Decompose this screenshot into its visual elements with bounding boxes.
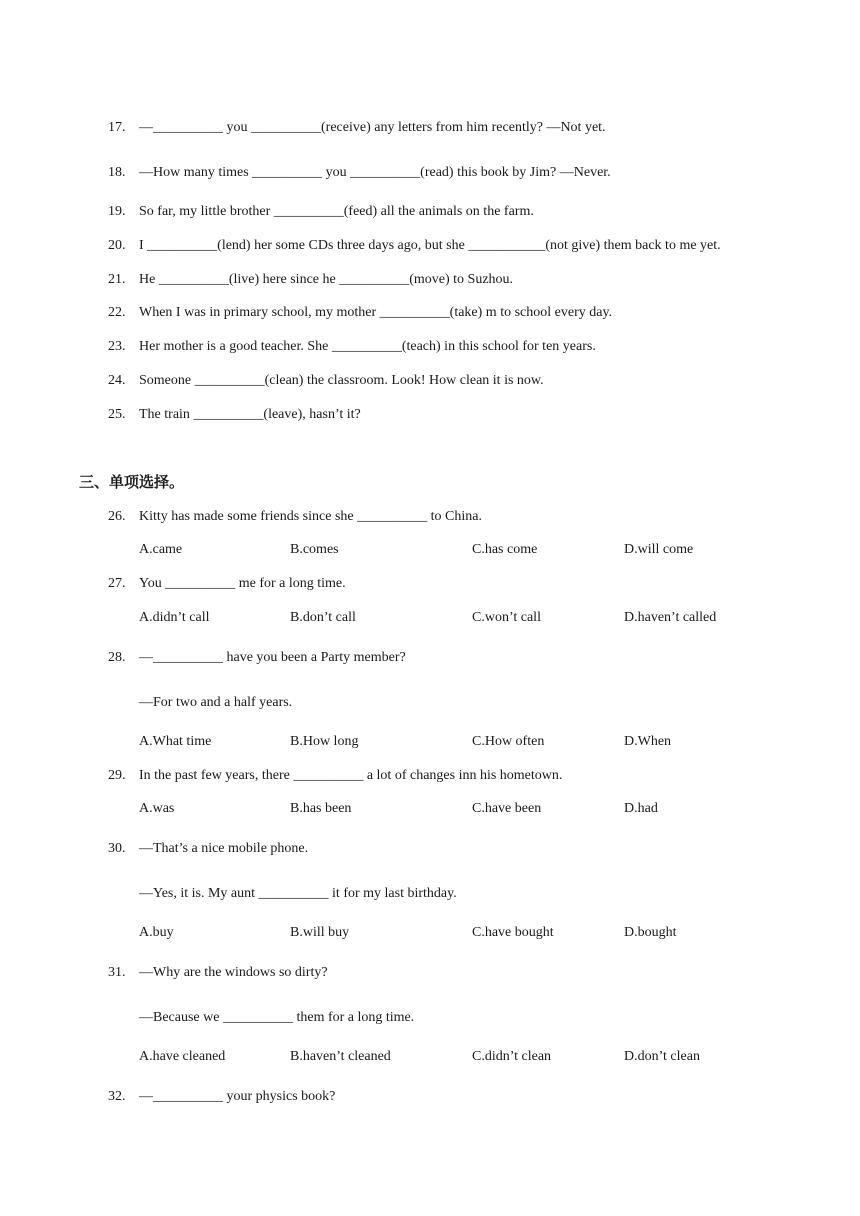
- option-a: A.buy: [139, 925, 174, 940]
- question-number: 20.: [108, 238, 126, 253]
- question-number: 28.: [108, 650, 126, 665]
- question-number: 19.: [108, 204, 126, 219]
- question-text: Her mother is a good teacher. She __________(teach) in this school for ten years.: [139, 339, 596, 354]
- option-c: C.has come: [472, 542, 538, 557]
- question-text: You __________ me for a long time.: [139, 576, 346, 591]
- question-number: 32.: [108, 1089, 126, 1104]
- question-text: The train __________(leave), hasn’t it?: [139, 407, 361, 422]
- option-b: B.How long: [290, 734, 359, 749]
- question-text: Someone __________(clean) the classroom. Look! How clean it is now.: [139, 373, 544, 388]
- question-number: 29.: [108, 768, 126, 783]
- question-text: —How many times __________ you __________(read) this book by Jim? —Never.: [139, 165, 611, 180]
- question-text: —That’s a nice mobile phone.: [139, 841, 309, 856]
- question-number: 26.: [108, 509, 126, 524]
- option-c: C.didn’t clean: [472, 1049, 552, 1064]
- option-a: A.came: [139, 542, 183, 557]
- question-text: In the past few years, there __________ a lot of changes inn his hometown.: [139, 768, 563, 783]
- option-a: A.What time: [139, 734, 212, 749]
- option-c: C.How often: [472, 734, 545, 749]
- section-title: 三、单项选择。: [79, 473, 185, 491]
- option-d: D.will come: [624, 542, 694, 557]
- option-b: B.don’t call: [290, 610, 356, 625]
- option-c: C.have bought: [472, 925, 554, 940]
- option-a: A.have cleaned: [139, 1049, 226, 1064]
- question-number: 17.: [108, 120, 126, 135]
- option-b: B.will buy: [290, 925, 350, 940]
- question-text: So far, my little brother __________(feed) all the animals on the farm.: [139, 204, 534, 219]
- option-a: A.was: [139, 801, 175, 816]
- question-number: 23.: [108, 339, 126, 354]
- option-d: D.bought: [624, 925, 677, 940]
- question-number: 21.: [108, 272, 126, 287]
- option-c: C.have been: [472, 801, 542, 816]
- question-text: —Why are the windows so dirty?: [139, 965, 328, 980]
- option-c: C.won’t call: [472, 610, 541, 625]
- question-number: 30.: [108, 841, 126, 856]
- option-d: D.don’t clean: [624, 1049, 700, 1064]
- question-reply: —Yes, it is. My aunt __________ it for my last birthday.: [139, 886, 457, 901]
- question-number: 18.: [108, 165, 126, 180]
- question-number: 31.: [108, 965, 126, 980]
- option-a: A.didn’t call: [139, 610, 210, 625]
- option-b: B.has been: [290, 801, 352, 816]
- option-b: B.comes: [290, 542, 339, 557]
- question-text: When I was in primary school, my mother __________(take) m to school every day.: [139, 305, 613, 320]
- question-text: —__________ your physics book?: [139, 1089, 336, 1104]
- question-reply: —For two and a half years.: [139, 695, 293, 710]
- question-text: Kitty has made some friends since she __________ to China.: [139, 509, 482, 524]
- question-reply: —Because we __________ them for a long time.: [139, 1010, 415, 1025]
- question-text: He __________(live) here since he __________(move) to Suzhou.: [139, 272, 514, 287]
- question-number: 25.: [108, 407, 126, 422]
- option-d: D.haven’t called: [624, 610, 717, 625]
- question-text: —__________ have you been a Party member?: [139, 650, 406, 665]
- option-d: D.When: [624, 734, 672, 749]
- question-number: 24.: [108, 373, 126, 388]
- question-text: —__________ you __________(receive) any letters from him recently? —Not yet.: [139, 120, 606, 135]
- option-b: B.haven’t cleaned: [290, 1049, 391, 1064]
- question-number: 27.: [108, 576, 126, 591]
- question-text: I __________(lend) her some CDs three days ago, but she ___________(not give) them back to me yet.: [139, 238, 721, 253]
- question-number: 22.: [108, 305, 126, 320]
- option-d: D.had: [624, 801, 658, 816]
